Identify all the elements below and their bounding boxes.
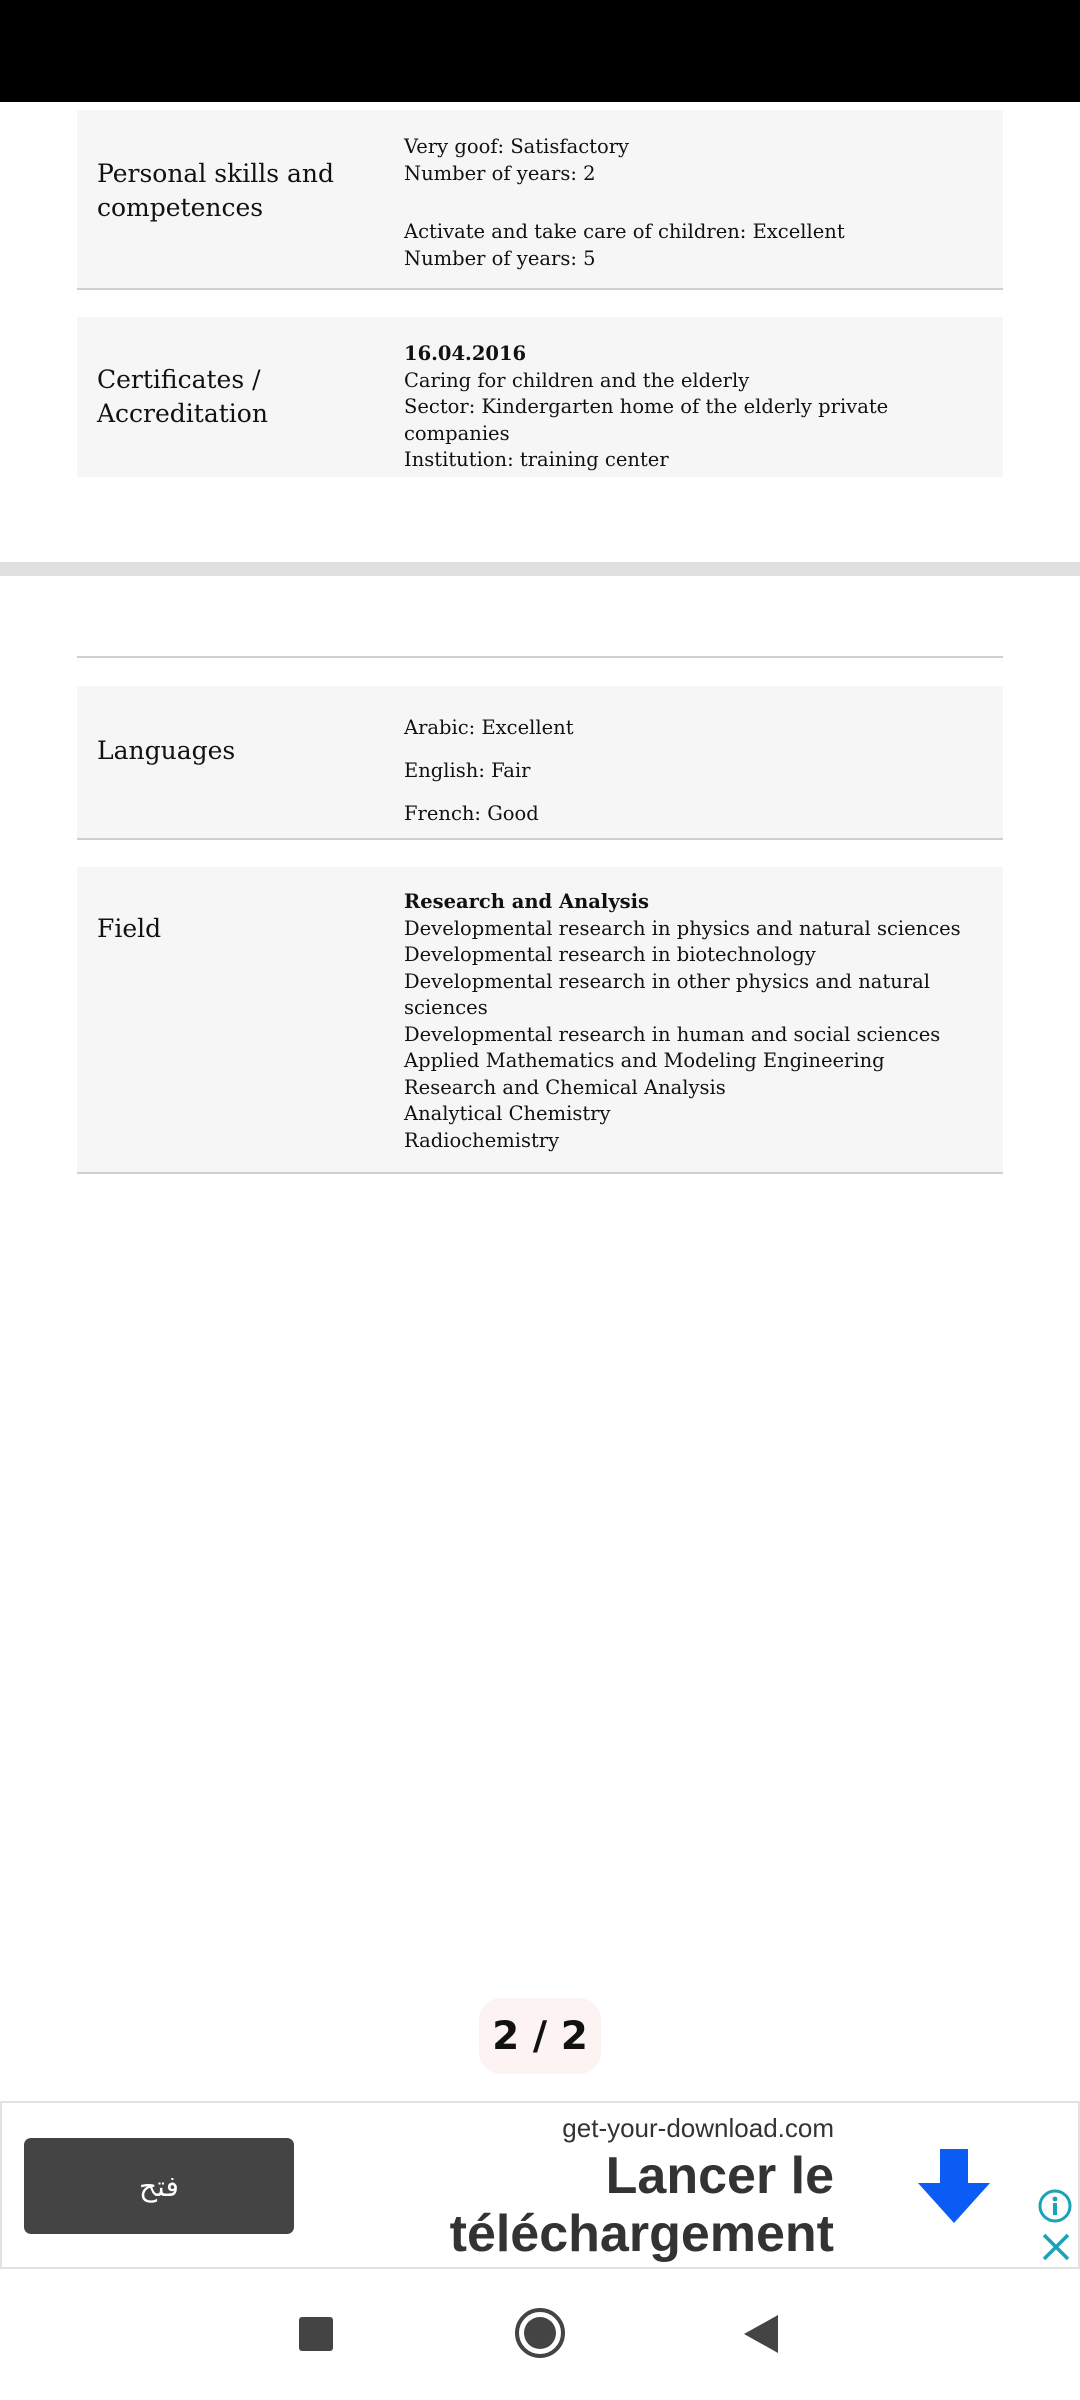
personal-skills-label: Personal skills and competences bbox=[97, 159, 335, 222]
page-divider bbox=[0, 562, 1080, 576]
languages-content bbox=[404, 706, 964, 835]
language-item: French: Good bbox=[404, 802, 539, 825]
certificates-row bbox=[77, 317, 1003, 477]
certificate-title: Caring for children and the elderly bbox=[404, 368, 750, 392]
field-item: Developmental research in other physics and natural sciences bbox=[404, 969, 930, 1019]
certificate-date: 16.04.2016 bbox=[404, 342, 527, 365]
field-item: Developmental research in human and social sciences bbox=[404, 1022, 941, 1046]
certificates-content bbox=[404, 341, 964, 474]
ad-open-button[interactable]: فتح bbox=[24, 2138, 294, 2234]
page-indicator: 2 / 2 bbox=[479, 1998, 601, 2074]
field-item: Radiochemistry bbox=[404, 1128, 560, 1152]
skill-entry-1: Very goof: Satisfactory bbox=[404, 135, 630, 158]
personal-skills-row bbox=[77, 110, 1003, 290]
languages-label: Languages bbox=[97, 736, 236, 765]
skill-years-2: Number of years: 5 bbox=[404, 246, 596, 270]
field-label: Field bbox=[97, 914, 162, 943]
certificate-institution: Institution: training center bbox=[404, 448, 669, 471]
back-icon[interactable] bbox=[742, 2313, 780, 2355]
ad-info-icon[interactable] bbox=[1038, 2189, 1072, 2223]
field-item: Developmental research in physics and natural sciences bbox=[404, 916, 961, 940]
field-row bbox=[77, 867, 1003, 1174]
skill-years-1: Number of years: 2 bbox=[404, 161, 596, 185]
language-item: Arabic: Excellent bbox=[404, 716, 574, 739]
field-item: Analytical Chemistry bbox=[404, 1102, 611, 1125]
field-item: Developmental research in biotechnology bbox=[404, 943, 816, 966]
recents-icon[interactable] bbox=[298, 2316, 334, 2352]
field-item: Research and Chemical Analysis bbox=[404, 1075, 726, 1099]
personal-skills-content bbox=[404, 134, 964, 272]
section-rule bbox=[77, 656, 1003, 658]
skill-entry-2: Activate and take care of children: Excellent bbox=[404, 220, 845, 243]
field-item: Applied Mathematics and Modeling Engineering bbox=[404, 1049, 885, 1072]
ad-headline[interactable]: Lancer le téléchargement bbox=[449, 2147, 834, 2263]
language-item: English: Fair bbox=[404, 759, 531, 782]
certificate-sector: Sector: Kindergarten home of the elderly private companies bbox=[404, 395, 889, 445]
ad-close-icon[interactable] bbox=[1040, 2231, 1072, 2263]
download-arrow-icon[interactable] bbox=[918, 2149, 990, 2223]
status-bar bbox=[0, 0, 1080, 102]
field-heading: Research and Analysis bbox=[404, 890, 650, 913]
certificates-label: Certificates / Accreditation bbox=[97, 365, 268, 428]
ad-domain[interactable]: get-your-download.com bbox=[562, 2113, 834, 2143]
field-content bbox=[404, 889, 964, 1154]
navigation-bar bbox=[0, 2269, 1080, 2400]
ad-banner[interactable] bbox=[0, 2101, 1080, 2269]
languages-row bbox=[77, 686, 1003, 840]
home-icon[interactable] bbox=[514, 2307, 566, 2359]
